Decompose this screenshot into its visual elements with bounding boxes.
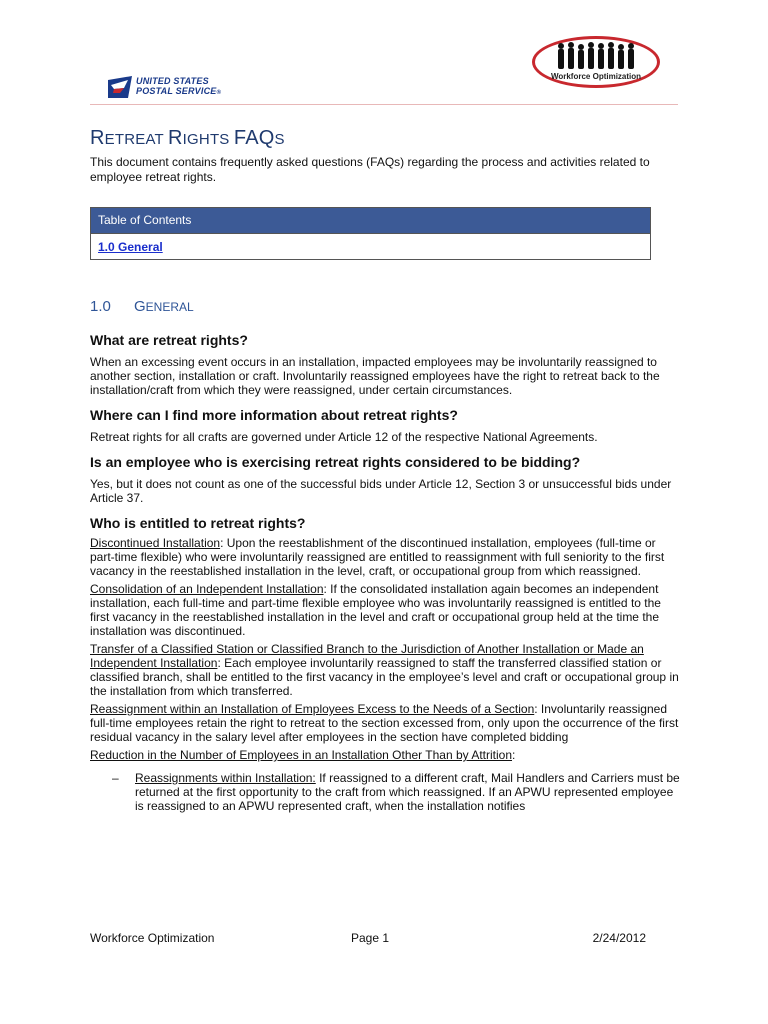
- faq-answer: Yes, but it does not count as one of the successful bids under Article 12, Section 3 or unsuccessful bids under Article 37.: [90, 477, 672, 505]
- eagle-icon: [108, 76, 132, 98]
- faq-question: Is an employee who is exercising retreat rights considered to be bidding?: [90, 454, 581, 470]
- footer-date: 2/24/2012: [592, 931, 646, 945]
- document-title: RETREAT RIGHTS FAQS: [90, 127, 285, 149]
- footer-page-number: Page 1: [351, 931, 390, 945]
- toc-link-general[interactable]: 1.0 General: [98, 240, 163, 254]
- page-footer: [90, 931, 646, 947]
- workforce-optimization-logo-text: Workforce Optimization: [550, 72, 642, 81]
- usps-logo: [108, 74, 228, 100]
- intro-paragraph: This document contains frequently asked questions (FAQs) regarding the process and activities related to employee retreat rights.: [90, 155, 650, 184]
- entitlement-item: Reassignment within an Installation of Employees Excess to the Needs of a Section: Involuntarily reassigned full-time employees retain the right to retreat to the section excessed from, only upon the occurrence of the first residual vacancy in the salary level after employees in the section have completed bidding: [90, 702, 679, 744]
- bullet-dash: –: [112, 771, 119, 785]
- bullet-item: – Reassignments within Installation: If reassigned to a different craft, Mail Handlers and Carriers must be returned at the first opportunity to the craft from which reassigned. If an APWU represented employee is reassigned to an APWU represented craft, when the installation notifies: [112, 771, 680, 813]
- faq-question: Who is entitled to retreat rights?: [90, 515, 306, 531]
- workforce-optimization-logo: [532, 36, 660, 88]
- toc-header: Table of Contents: [91, 208, 650, 234]
- entitlement-item: Transfer of a Classified Station or Classified Branch to the Jurisdiction of Another Installation or Made an Independent Installation: Each employee involuntarily reassigned to staff the transferred classified station or classified branch, shall be entitled to the first vacancy in the employee’s level and craft or occupational group in the installation from which transferred.: [90, 642, 679, 698]
- usps-wordmark: UNITED STATES POSTAL SERVICE®: [136, 76, 222, 96]
- header-divider: [90, 104, 678, 105]
- faq-question: Where can I find more information about retreat rights?: [90, 407, 458, 423]
- page-header: [0, 0, 768, 108]
- section-heading-general: 1.0 GENERAL: [90, 298, 194, 315]
- people-icon: [555, 41, 639, 71]
- faq-answer: When an excessing event occurs in an installation, impacted employees may be involuntarily reassigned to another section, installation or craft. Involuntarily reassigned employees have the right to retreat back to the installation/craft from which they were reassigned, under certain circumstances.: [90, 355, 660, 397]
- faq-body: [90, 322, 680, 813]
- entitlement-item: Reduction in the Number of Employees in an Installation Other Than by Attrition:: [90, 748, 516, 762]
- faq-answer: Retreat rights for all crafts are governed under Article 12 of the respective National Agreements.: [90, 430, 598, 444]
- entitlement-item: Consolidation of an Independent Installation: If the consolidated installation again becomes an independent installation, each full-time and part-time flexible employee who was involuntarily reassigned is entitled to the first vacancy in the reestablished installation in the level and craft or occupational group held at the time the installation was discontinued.: [90, 582, 661, 638]
- footer-org: Workforce Optimization: [90, 931, 215, 945]
- entitlement-item: Discontinued Installation: Upon the reestablishment of the discontinued installation, employees (full-time or part-time flexible) who were involuntarily reassigned are entitled to reassignment with full seniority to the first vacancy in the reestablished installation in the level, craft, or occupational group from which reassigned.: [90, 536, 665, 578]
- faq-question: What are retreat rights?: [90, 332, 248, 348]
- table-of-contents: [90, 207, 651, 260]
